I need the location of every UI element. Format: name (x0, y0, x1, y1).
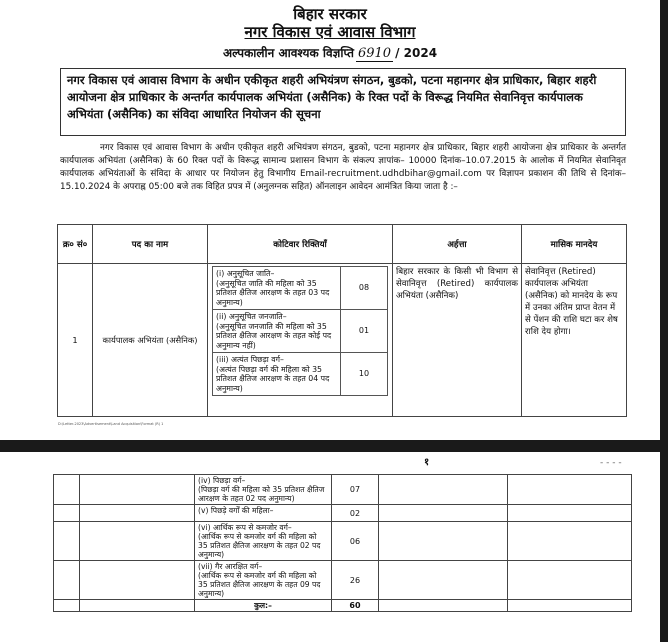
blank-cell (508, 505, 632, 522)
body-paragraph: नगर विकास एवं आवास विभाग के अधीन एकीकृत शहरी अभियंत्रण संगठन, बुडको, पटना महानगर क्षेत्र प्राधिकार, बिहार शहरी आयोजना क्षेत्र प्राधिकार के अन्तर्गत कार्यपालक अभियंता (असैनिक) के 60 रिक्त पदों के विरूद्ध सामान्य प्रशासन विभाग के संकल्प ज्ञापांक– 10000 दिनांक–10.07.2015 के आलोक में नियमित सेवानिवृत कार्यपालक अभियंताओं के संविदा के आधार पर नियोजन हेतु विभागीय Email-recruitment.udhdbihar@gmail.com पर विज्ञापन प्रकाशन की तिथि से दिनांक–15.10.2024 के अपराह्न 05:00 बजे तक विहित प्रपत्र में (अनुलग्नक सहित) ऑनलाइन आवेदन आमंत्रित किया जाता है :– (60, 143, 626, 192)
page-marks: - - - - (600, 458, 622, 468)
header-post: पद का नाम (93, 225, 208, 264)
table-row (54, 505, 632, 522)
categories-cell (208, 264, 393, 417)
category-row (213, 267, 388, 310)
categories-table (212, 266, 388, 396)
blank-cell (379, 561, 508, 600)
blank-cell (54, 475, 80, 505)
category-count: 01 (341, 310, 388, 353)
blank-cell (80, 475, 195, 505)
file-path-footer: D:\Letter-2023\Advertisement\Land Acquisition\Format (R) 1 (58, 422, 164, 426)
category-text: (iv) पिछड़ा वर्ग– (पिछड़ा वर्ग की महिला को 35 प्रतिशत क्षैतिज आरक्षण के तहत 02 पद अनुमान्य) (195, 475, 332, 505)
blank-cell (379, 505, 508, 522)
header-serial: क्र० सं० (58, 225, 93, 264)
qualification-cell: बिहार सरकार के किसी भी विभाग से सेवानिवृत्त (Retired) कार्यपालक अभियंता (असैनिक) (393, 264, 522, 417)
blank-cell (379, 600, 508, 612)
category-count: 06 (332, 522, 379, 561)
category-count: 10 (341, 353, 388, 396)
table-row (58, 264, 627, 417)
blank-cell (508, 522, 632, 561)
post-cell: कार्यपालक अभियंता (असैनिक) (93, 264, 208, 417)
blank-cell (80, 522, 195, 561)
category-count: 02 (332, 505, 379, 522)
vacancy-table-continued (53, 474, 632, 612)
notice-year: / 2024 (395, 46, 438, 60)
category-count: 26 (332, 561, 379, 600)
page-gap (0, 440, 668, 452)
notice-prefix: अल्पकालीन आवश्यक विज्ञप्ति (222, 46, 354, 60)
salary-cell: सेवानिवृत्त (Retired) कार्यपालक अभियंता (असैनिक) को मानदेय के रूप में उनका अंतिम प्राप्त वेतन में से पेंशन की राशि घटा कर शेष राशि देय होगा। (522, 264, 627, 417)
category-text: (v) पिछड़े वर्गों की महिला– (195, 505, 332, 522)
total-row (54, 600, 632, 612)
blank-cell (54, 522, 80, 561)
blank-cell (80, 600, 195, 612)
notice-line (0, 44, 660, 62)
blank-cell (508, 600, 632, 612)
header-qualification: अर्हत्ता (393, 225, 522, 264)
vacancy-table (57, 224, 627, 417)
category-row (213, 310, 388, 353)
header-categories: कोटिवार रिक्तियाँ (208, 225, 393, 264)
header-salary: मासिक मानदेय (522, 225, 627, 264)
serial-cell: 1 (58, 264, 93, 417)
category-count: 08 (341, 267, 388, 310)
category-text: (ii) अनुसूचित जनजाति– (अनुसूचित जनजाति की महिला को 35 प्रतिशत क्षैतिज आरक्षण के तहत कोई पद अनुमान्य नहीं) (213, 310, 341, 353)
category-text: (vii) गैर आरक्षित वर्ग– (आर्थिक रूप से कमजोर वर्ग की महिला को 35 प्रतिशत क्षैतिज आरक्षण के तहत 09 पद अनुमान्य) (195, 561, 332, 600)
table-row (54, 522, 632, 561)
blank-cell (508, 561, 632, 600)
blank-cell (80, 561, 195, 600)
blank-cell (379, 522, 508, 561)
notice-number: 6910 (357, 46, 392, 61)
right-edge (660, 0, 668, 642)
category-row (213, 353, 388, 396)
total-label: कुल:– (195, 600, 332, 612)
table-header-row (58, 225, 627, 264)
blank-cell (379, 475, 508, 505)
table-row (54, 561, 632, 600)
blank-cell (54, 505, 80, 522)
blank-cell (80, 505, 195, 522)
category-text: (vi) आर्थिक रूप से कमजोर वर्ग– (आर्थिक रूप से कमजोर वर्ग की महिला को 35 प्रतिशत क्षैतिज आरक्षण के तहत 02 पद अनुमान्य) (195, 522, 332, 561)
page-number: १ (424, 457, 430, 468)
table-row (54, 475, 632, 505)
total-count: 60 (332, 600, 379, 612)
category-text: (i) अनुसूचित जाति– (अनुसूचित जाति की महिला को 35 प्रतिशत क्षैतिज आरक्षण के तहत 03 पद अनुमान्य) (213, 267, 341, 310)
government-title: बिहार सरकार (293, 5, 367, 23)
blank-cell (508, 475, 632, 505)
document-page-2 (0, 452, 660, 642)
subject-box: नगर विकास एवं आवास विभाग के अधीन एकीकृत शहरी अभियंत्रण संगठन, बुडको, पटना महानगर क्षेत्र प्राधिकार, बिहार शहरी आयोजना क्षेत्र प्राधिकार के अन्तर्गत कार्यपालक अभियंता (असैनिक) के रिक्त पदों के विरूद्ध नियमित सेवानिवृत्त कार्यपालक अभियंता (असैनिक) का संविदा आधारित नियोजन की सूचना (60, 68, 626, 136)
blank-cell (54, 600, 80, 612)
category-text: (iii) अत्यंत पिछड़ा वर्ग– (अत्यंत पिछड़ा वर्ग की महिला को 35 प्रतिशत क्षैतिज आरक्षण के तहत 04 पद अनुमान्य) (213, 353, 341, 396)
category-count: 07 (332, 475, 379, 505)
blank-cell (54, 561, 80, 600)
department-title: नगर विकास एवं आवास विभाग (244, 23, 416, 41)
